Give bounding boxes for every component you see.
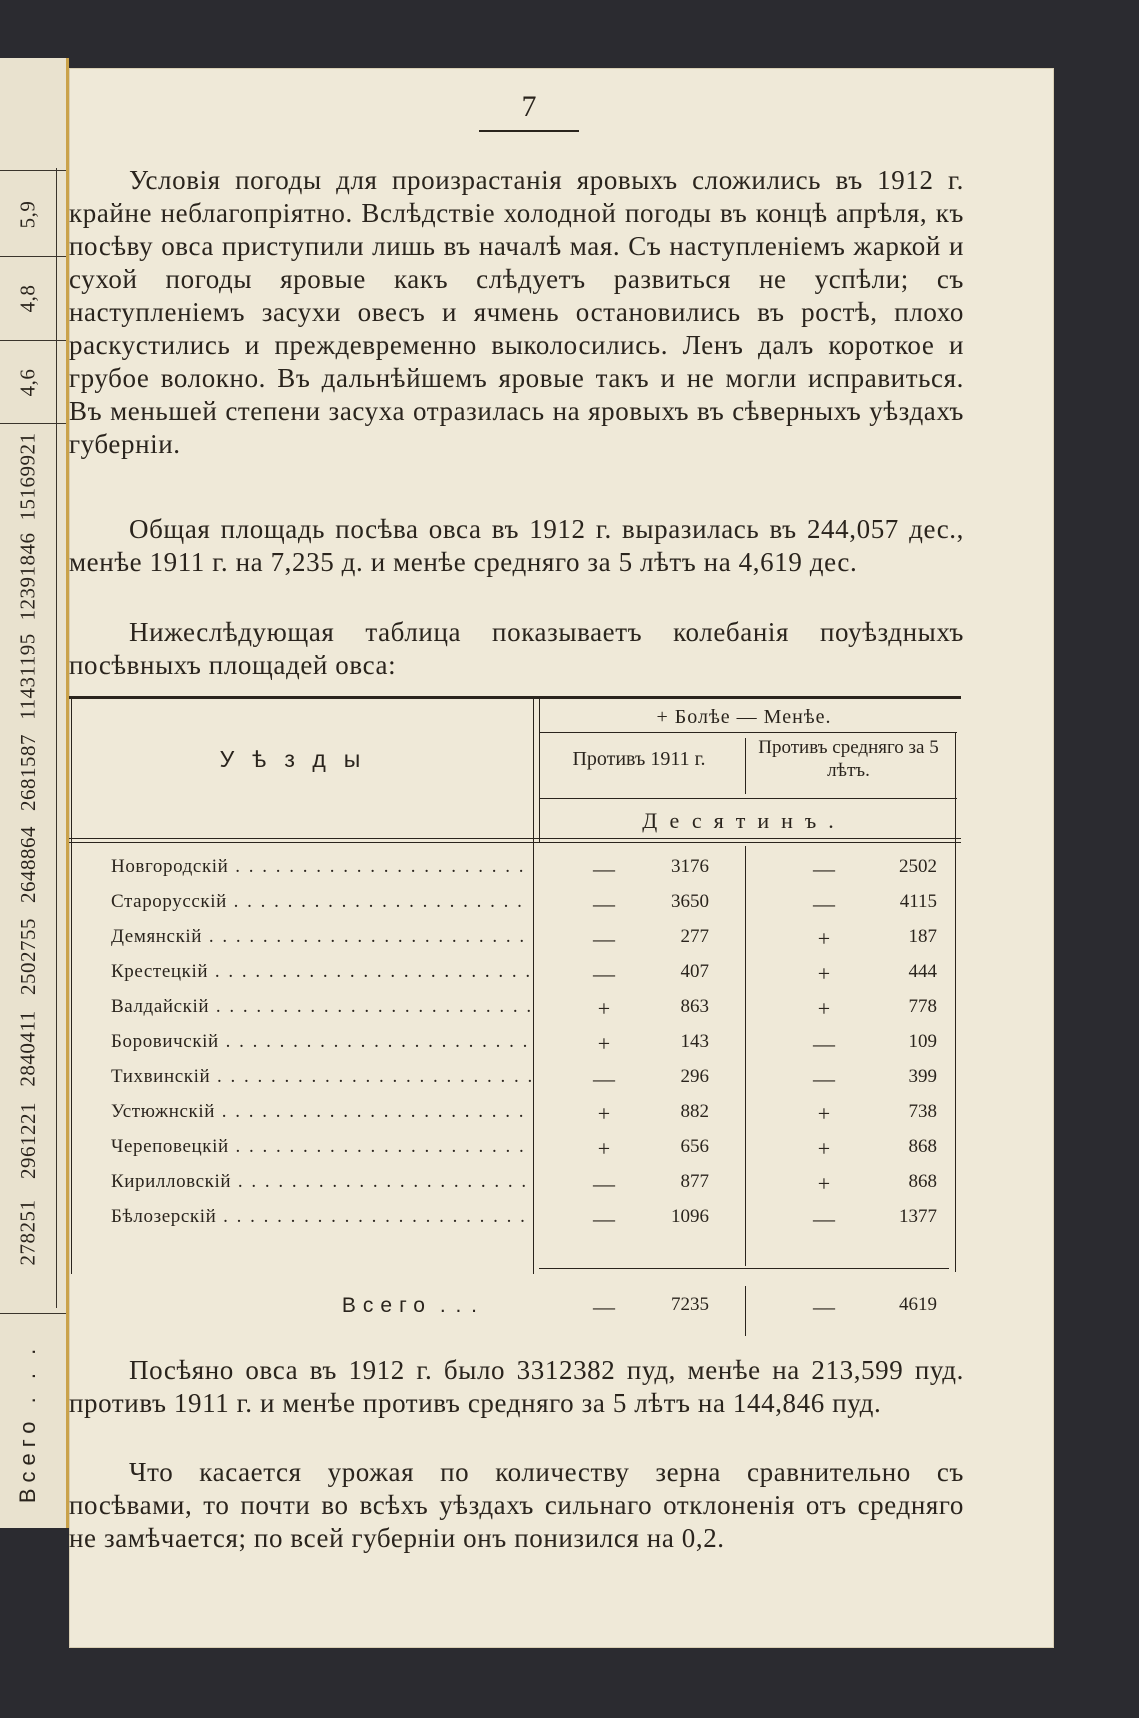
table-row [69, 926, 961, 960]
sign-vs-average: + [817, 1136, 831, 1161]
table-header-rule [69, 842, 961, 843]
sign-vs-average: — [813, 1294, 835, 1319]
left-cell: 2961221 [15, 1101, 40, 1179]
sign-vs-1911: — [593, 926, 615, 951]
header-more-less: + Болѣе — Менѣе. [656, 706, 832, 728]
table-row [69, 1066, 961, 1100]
district-name: Валдайскій . . . [111, 996, 531, 1018]
value-vs-average: 1377 [899, 1206, 937, 1227]
sign-vs-1911: — [593, 1294, 615, 1319]
page-number: 7 [521, 90, 537, 123]
table-row [69, 856, 961, 890]
sign-vs-average: — [813, 1066, 835, 1091]
value-vs-average: 868 [908, 1136, 937, 1157]
district-name: Тихвинскій . . . [111, 1066, 531, 1088]
sign-vs-1911: — [593, 1171, 615, 1196]
left-rule [0, 1313, 66, 1314]
value-vs-1911: 882 [680, 1101, 709, 1122]
sign-vs-1911: + [597, 1136, 611, 1161]
sign-vs-average: — [813, 1031, 835, 1056]
value-vs-average: 2502 [899, 856, 937, 877]
table-row [69, 891, 961, 925]
sign-vs-1911: — [593, 1066, 615, 1091]
value-vs-average: 109 [908, 1031, 937, 1052]
left-page-fragment [0, 58, 69, 1528]
value-vs-average: 868 [908, 1171, 937, 1192]
table-total-rule [539, 1268, 949, 1269]
left-cell: 2502755 [15, 917, 40, 995]
left-cell: 5,9 [15, 200, 40, 228]
book-page [69, 68, 1054, 1648]
district-name: Крестецкій . . . [111, 961, 531, 983]
value-vs-1911: 1096 [671, 1206, 709, 1227]
value-vs-1911: 877 [680, 1171, 709, 1192]
table-row [69, 1171, 961, 1205]
sign-vs-average: — [813, 891, 835, 916]
value-vs-average: 778 [908, 996, 937, 1017]
left-cell: 11431195 [15, 632, 40, 720]
value-vs-average: 399 [908, 1066, 937, 1087]
district-name: Новгородскій . . . [111, 856, 531, 878]
district-name: Бѣлозерскій . . . [111, 1206, 531, 1228]
sign-vs-1911: — [593, 961, 615, 986]
paragraph-table-intro [69, 616, 964, 682]
value-vs-1911: 863 [680, 996, 709, 1017]
paragraph-text: Посѣяно овса въ 1912 г. было 3312382 пуд, менѣе на 213,599 пуд. противъ 1911 г. и менѣе противъ средняго за 5 лѣтъ на 144,846 пуд. [69, 1355, 964, 1418]
value-vs-1911: 277 [680, 926, 709, 947]
value-vs-1911: 3650 [671, 891, 709, 912]
value-vs-1911: 143 [680, 1031, 709, 1052]
paragraph-text: Общая площадь посѣва овса въ 1912 г. выразилась въ 244,057 дес., менѣе 1911 г. на 7,235 д. и менѣе средняго за 5 лѣтъ на 4,619 дес. [69, 514, 964, 577]
sign-vs-average: + [817, 1101, 831, 1126]
value-vs-average: 4619 [899, 1294, 937, 1315]
value-vs-average: 4115 [899, 891, 937, 912]
district-name: Череповецкій . . . [111, 1136, 531, 1158]
left-cell: 4,6 [15, 368, 40, 396]
paragraph-text: Условія погоды для произрастанія яровыхъ сложились въ 1912 г. крайне неблагопріятно. Вслѣдствіе холодной погоды въ концѣ апрѣля, къ посѣву овса приступили лишь въ началѣ мая. Съ наступленіемъ жаркой и сухой погоды яровые какъ слѣдуетъ развиться не успѣли; съ наступленіемъ засухи овесъ и ячмень остановились въ ростѣ, плохо раскустились и преждевременно выколосились. Ленъ далъ короткое и грубое волокно. Въ дальнѣйшемъ яровые такъ и не могли исправиться. Въ меньшей степени засуха отразилась на яровыхъ въ сѣверныхъ уѣздахъ губерніи. [69, 165, 964, 459]
sign-vs-1911: — [593, 856, 615, 881]
table-rule [539, 732, 957, 733]
district-name: Устюжнскій . . . [111, 1101, 531, 1123]
sign-vs-average: — [813, 856, 835, 881]
district-name: Демянскій . . . [111, 926, 531, 948]
sign-vs-1911: + [597, 1101, 611, 1126]
paragraph-weather [69, 164, 964, 461]
sign-vs-average: + [817, 961, 831, 986]
left-cell: 278251 [15, 1199, 40, 1265]
sign-vs-1911: + [597, 996, 611, 1021]
left-cell: 15169921 [15, 432, 40, 520]
sign-vs-1911: + [597, 1031, 611, 1056]
sign-vs-average: + [817, 1171, 831, 1196]
sign-vs-average: + [817, 926, 831, 951]
left-cell: 12391846 [15, 532, 40, 620]
paragraph-text: Что касается урожая по количеству зерна сравнительно съ посѣвами, то почти во всѣхъ уѣздахъ сильнаго отклоненія отъ средняго не замѣчается; по всей губерніи онъ понизился на 0,2. [69, 1457, 964, 1553]
left-cell: 2681587 [15, 733, 40, 811]
value-vs-average: 444 [908, 961, 937, 982]
left-cell: 2840411 [15, 1009, 40, 1087]
total-label: Всего . . . [279, 1294, 479, 1318]
table-row [69, 1031, 961, 1065]
value-vs-1911: 3176 [671, 856, 709, 877]
table-top-rule [69, 696, 961, 699]
header-districts: Уѣзды [219, 746, 379, 772]
paragraph-yield [69, 1456, 964, 1555]
left-cell: 4,8 [15, 284, 40, 312]
table-row [69, 1206, 961, 1240]
value-vs-1911: 656 [680, 1136, 709, 1157]
left-cell: 2648864 [15, 825, 40, 903]
header-vs-1911: Противъ 1911 г. [572, 748, 706, 770]
district-oats-table [69, 696, 961, 1376]
table-header-rule [69, 838, 961, 839]
value-vs-average: 738 [908, 1101, 937, 1122]
value-vs-1911: 296 [680, 1066, 709, 1087]
header-vs-average: Противъ средняго за 5 лѣтъ. [758, 737, 939, 781]
sign-vs-1911: — [593, 1206, 615, 1231]
value-vs-1911: 7235 [671, 1294, 709, 1315]
value-vs-average: 187 [908, 926, 937, 947]
value-vs-1911: 407 [680, 961, 709, 982]
table-row [69, 996, 961, 1030]
left-vline [56, 168, 57, 1308]
paragraph-text: Нижеслѣдующая таблица показываетъ колебанія поуѣздныхъ посѣвныхъ площадей овса: [69, 617, 964, 680]
table-rule [539, 798, 957, 799]
table-row [69, 1136, 961, 1170]
district-name: Старорусскій . . . [111, 891, 531, 913]
district-name: Боровичскій . . . [111, 1031, 531, 1053]
paragraph-sown-quantity [69, 1354, 964, 1420]
table-row [69, 1101, 961, 1135]
sign-vs-average: + [817, 996, 831, 1021]
page-number-rule [479, 130, 579, 132]
paragraph-sown-area [69, 513, 964, 579]
header-unit-desyatin: Десятинъ. [642, 808, 846, 833]
sign-vs-1911: — [593, 891, 615, 916]
table-row [69, 961, 961, 995]
left-total-label: Всего . . . [15, 1342, 41, 1504]
sign-vs-average: — [813, 1206, 835, 1231]
district-name: Кирилловскій . . . [111, 1171, 531, 1193]
table-total-row [69, 1294, 961, 1328]
